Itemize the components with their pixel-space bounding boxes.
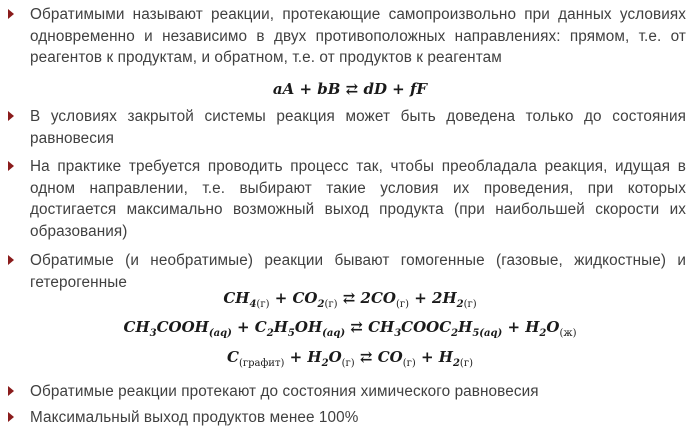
bullet-text: Обратимые (и необратимые) реакции бывают гомогенные (газовые, жидкостные) и гетерогенные <box>30 252 686 291</box>
bullet-arrow-icon <box>8 386 14 396</box>
bullet-item-max-yield <box>8 407 686 429</box>
bullet-item-practice <box>8 156 686 242</box>
bullet-text: В условиях закрытой системы реакция может быть доведена только до состояния равновесия <box>30 108 686 147</box>
bullet-text: На практике требуется проводить процесс так, чтобы преобладала реакция, идущая в одном направлении, т.е. выбирают такие условия их проведения, при которых достигается максимально возможный выход продукта (при наибольшей скорости их образования) <box>30 158 686 240</box>
bullet-text: Обратимые реакции протекают до состояния химического равновесия <box>30 383 539 400</box>
bullet-text: Обратимыми называют реакции, протекающие самопроизвольно при данных условиях одновременно и независимо в двух противоположных направлениях: прямом, т.е. от реагентов к продуктам, и обратном, т.е. от продуктов к реагентам <box>30 6 686 66</box>
bullet-arrow-icon <box>8 161 14 171</box>
bullet-arrow-icon <box>8 255 14 265</box>
equation-methane: $CH_{4(г)} + CO_{2(г)}$ ⇄ $2CO_{(г)} + 2H_{2(г)}$ <box>223 289 477 310</box>
bullet-arrow-icon <box>8 9 14 19</box>
general-equation: aA + bB ⇄ dD + fF <box>272 80 428 98</box>
bullet-item-closed-system <box>8 106 686 149</box>
equation-water-gas: $C_{(графит)} + H_2O_{(г)}$ ⇄ $CO_{(г)} + H_{2(г)}$ <box>227 348 473 369</box>
equation-esterification: $CH_3COOH_{(aq)} + C_2H_5OH_{(aq)}$ ⇄ $CH_3COOC_2H_{5(aq)} + H_2O_{(ж)}$ <box>123 318 577 339</box>
bullet-text: Максимальный выход продуктов менее 100% <box>30 409 359 426</box>
bullet-arrow-icon <box>8 412 14 422</box>
bullet-item-equilibrium <box>8 381 686 403</box>
bullet-item-homogeneous <box>8 250 686 293</box>
bullet-item-reversible-definition <box>8 4 686 69</box>
bullet-arrow-icon <box>8 111 14 121</box>
